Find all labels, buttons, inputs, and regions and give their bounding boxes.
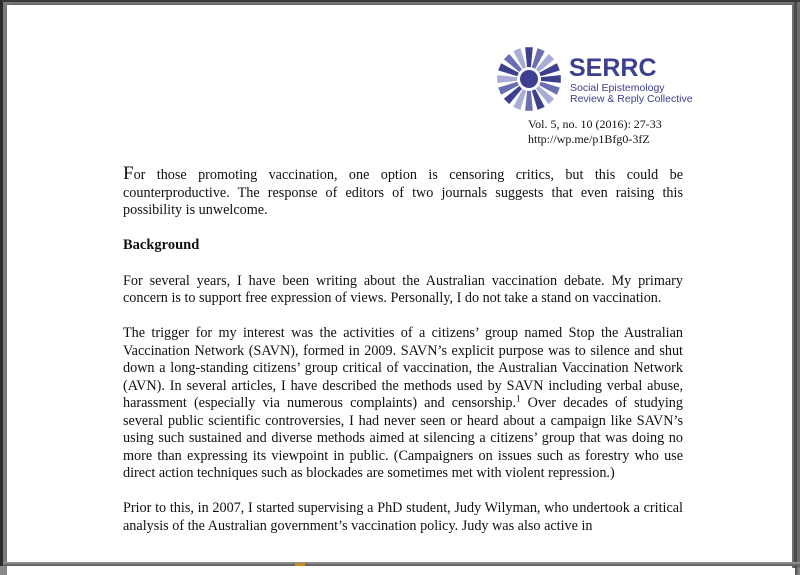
section-heading-background: Background [123, 237, 200, 253]
intro-paragraph [123, 165, 683, 220]
intro-first-letter: F [123, 163, 134, 184]
article-body [123, 165, 683, 553]
citation-link[interactable]: http://wp.me/p1Bfg0-3fZ [528, 132, 650, 146]
logo-subtitle [570, 83, 710, 105]
paragraph-3: Prior to this, in 2007, I started supervising a PhD student, Judy Wilyman, who undertook a critical analysis of the Australian government’s vaccination policy. Judy was also active in [123, 500, 683, 534]
logo-ray [497, 75, 517, 83]
paragraph-1: For several years, I have been writing about the Australian vaccination debate. My primary concern is to support free expression of views. Personally, I do not take a stand on vaccination. [123, 272, 683, 306]
citation [528, 117, 662, 147]
logo-subtitle-line2: Review & Reply Collective [570, 93, 693, 105]
logo-ray [525, 91, 533, 111]
citation-volume: Vol. 5, no. 10 (2016): 27-33 [528, 117, 662, 131]
logo-title: SERRC [569, 54, 657, 82]
serrc-logo-icon [495, 45, 563, 113]
logo-ray [541, 75, 561, 83]
footnote-marker[interactable]: 1 [516, 393, 521, 404]
paragraph-2-part-b: Over decades of studying several public scientific controversies, I had never seen or heard about a campaign like SAVN’s using such sustained and diverse methods aimed at silencing a citizens’ group that was doing no more than expressing its viewpoint in public. (Campaigners on issues such as forestry who use direct action techniques such as blockades are sometimes met with violent repression.) [123, 395, 683, 481]
intro-text: or those promoting vaccination, one option is censoring critics, but this could be counterproductive. The response of editors of two journals suggests that even raising this possibility is unwelcome. [123, 167, 683, 218]
bottom-edge [3, 562, 800, 566]
paragraph-2 [123, 325, 683, 483]
logo-ray [525, 47, 533, 67]
document-page [7, 5, 795, 575]
logo-subtitle-line1: Social Epistemology [570, 82, 665, 94]
paragraph-2-part-a: The trigger for my interest was the activities of a citizens’ group named Stop the Australian Vaccination Network (SAVN), formed in 2009. SAVN’s explicit purpose was to silence and shut down a long-standing citizens’ group critical of vaccination, the Australian Vaccination Network (AVN). In several articles, I have described the methods used by SAVN including verbal abuse, harassment (especially via numerous complaints) and censorship. [123, 325, 683, 411]
scrollbar-edge[interactable] [792, 2, 800, 568]
